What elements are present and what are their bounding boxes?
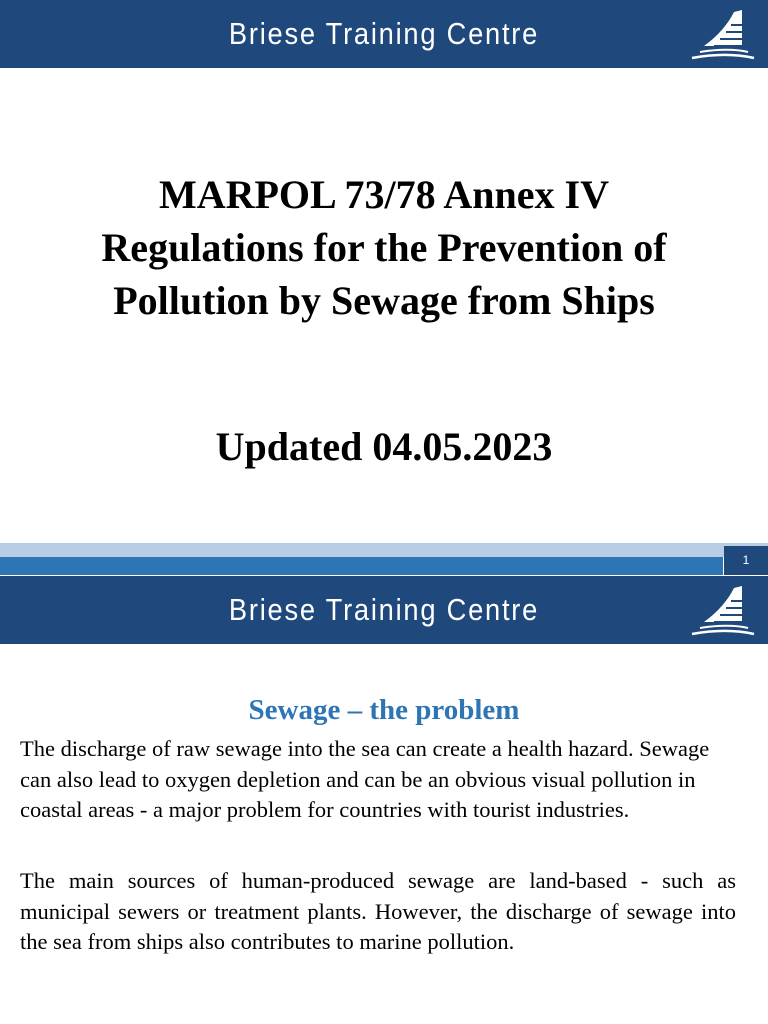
- header-title: Briese Training Centre: [228, 592, 540, 627]
- briese-sail-logo-icon: [684, 582, 756, 638]
- section-title: Sewage – the problem: [248, 694, 520, 726]
- header-bar: [0, 576, 768, 644]
- updated-date: Updated 04.05.2023: [215, 424, 553, 469]
- header-bar: [0, 0, 768, 68]
- paragraph-2: The main sources of human-produced sewage are land-based - such as municipal sewers or treatment plants. However, the discharge of sewage into the sea from ships also contributes to marine pollution.: [20, 868, 736, 954]
- paragraph-1: The discharge of raw sewage into the sea can create a health hazard. Sewage can also lead to oxygen depletion and can be an obvious visual pollution in coastal areas - a major problem for countries with tourist industries.: [20, 736, 710, 822]
- title-line-1: MARPOL 73/78 Annex IV: [158, 172, 610, 217]
- title-line-3: Pollution by Sewage from Ships: [113, 278, 655, 323]
- page-number: 1: [724, 546, 768, 575]
- slide-2: [0, 576, 768, 1024]
- title-line-2: Regulations for the Prevention of: [101, 225, 667, 270]
- header-title: Briese Training Centre: [228, 16, 540, 51]
- briese-sail-logo-icon: [684, 6, 756, 62]
- slide-title: [0, 168, 768, 327]
- footer-stripe-dark: [0, 557, 723, 575]
- footer-stripe-light: [0, 543, 768, 557]
